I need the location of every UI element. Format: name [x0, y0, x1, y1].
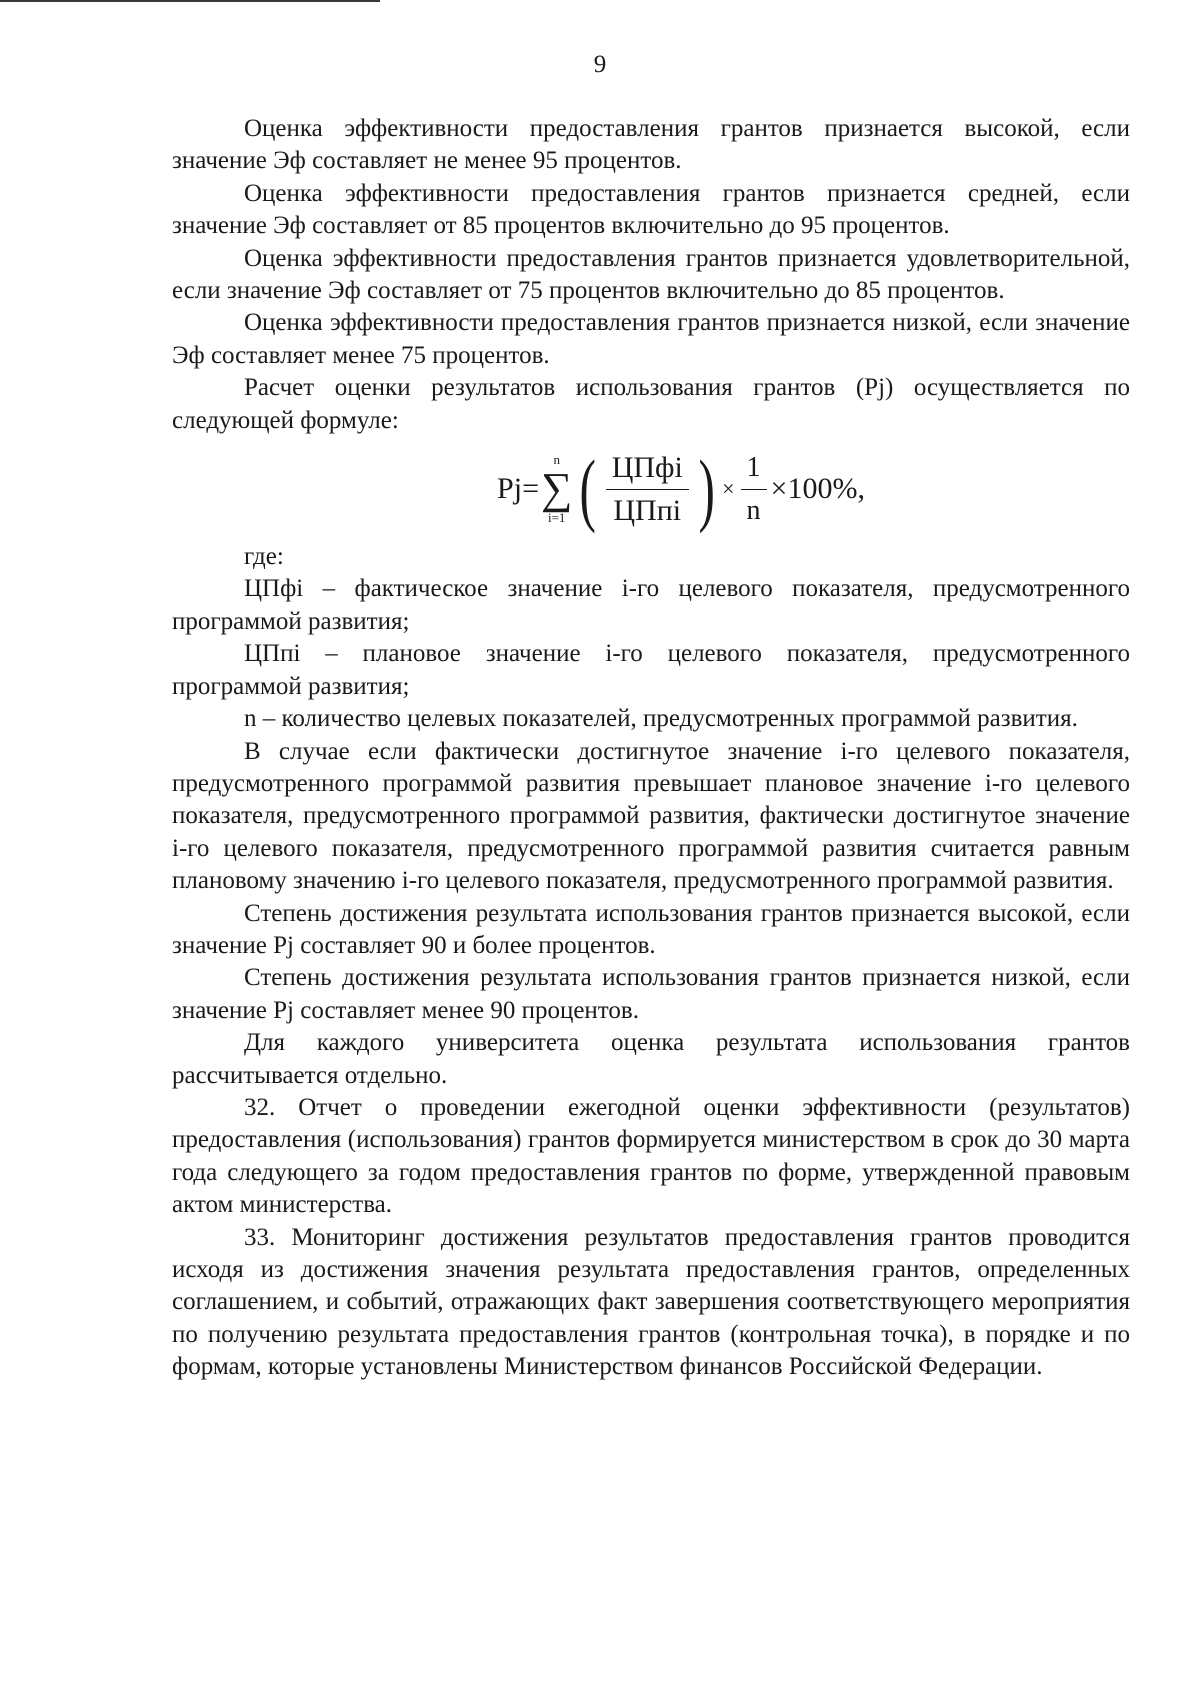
fraction-denominator: ЦПпi	[613, 493, 682, 527]
summation-sign	[541, 453, 572, 525]
page-number: 9	[593, 51, 607, 78]
paragraph-efficiency-medium: Оценка эффективности предоставления грантов признается средней, если значение Эф составляет от 85 процентов включительно до 95 процентов.	[172, 179, 1130, 240]
definition-cpf: ЦПфi – фактическое значение i-го целевого показателя, предусмотренного программой развития;	[172, 575, 1130, 635]
formula-tail: ×100%,	[770, 471, 865, 505]
paragraph-item-32: 32. Отчет о проведении ежегодной оценки эффективности (результатов) предоставления (использования) грантов формируется министерством в срок до 30 марта года следующего за годом предоставления грантов по форме, утвержденной правовым актом министерства.	[172, 1093, 1130, 1219]
paragraph-per-university: Для каждого университета оценка результата использования грантов рассчитывается отдельно.	[172, 1029, 1130, 1089]
open-parenthesis: (	[579, 443, 597, 535]
one-over-n-numerator: 1	[741, 451, 767, 490]
paragraph-efficiency-high: Оценка эффективности предоставления грантов признается высокой, если значение Эф составляет не менее 95 процентов.	[172, 115, 1130, 175]
sum-upper-limit: n	[553, 452, 560, 468]
definition-cpp: ЦПпi – плановое значение i-го целевого показателя, предусмотренного программой развития;	[172, 640, 1130, 700]
sigma-symbol: ∑	[541, 464, 573, 514]
sum-lower-limit: i=1	[547, 510, 566, 526]
pj-formula	[172, 437, 1130, 541]
one-over-n-denominator: n	[746, 494, 761, 526]
one-over-n-fraction	[741, 451, 767, 528]
paragraph-exceed-rule: В случае если фактически достигнутое значение i-го целевого показателя, предусмотренного программой развития превышает плановое значение i-го целевого показателя, предусмотренного программой развития, фактически достигнутое значение i-го целевого показателя, предусмотренного программой развития считается равным плановому значению i-го целевого показателя, предусмотренного программой развития.	[172, 737, 1130, 895]
definition-n: n – количество целевых показателей, предусмотренных программой развития.	[244, 705, 1078, 733]
document-body	[172, 113, 1130, 1384]
paragraph-item-33: 33. Мониторинг достижения результатов предоставления грантов проводится исходя из достижения значения результата предоставления грантов, определенных соглашением, и событий, отражающих факт завершения соответствующего мероприятия по получению результата предоставления грантов (контрольная точка), в порядке и по формам, которые установлены Министерством финансов Российской Федерации.	[172, 1223, 1130, 1381]
paragraph-result-high: Степень достижения результата использования грантов признается высокой, если значение Pj составляет 90 и более процентов.	[172, 899, 1130, 959]
paragraph-result-low: Степень достижения результата использования грантов признается низкой, если значение Pj составляет менее 90 процентов.	[172, 964, 1130, 1024]
top-edge-line	[0, 0, 380, 2]
paragraph-efficiency-satisfactory: Оценка эффективности предоставления грантов признается удовлетворительной, если значение Эф составляет от 75 процентов включительно до 85 процентов.	[172, 244, 1130, 305]
paragraph-efficiency-low: Оценка эффективности предоставления грантов признается низкой, если значение Эф составляет менее 75 процентов.	[172, 309, 1130, 369]
multiply-sign: ×	[722, 475, 735, 501]
formula-lhs: Pj=	[497, 471, 539, 505]
ratio-fraction	[606, 451, 689, 528]
close-parenthesis: )	[698, 443, 715, 535]
paragraph-formula-intro: Расчет оценки результатов использования грантов (Pj) осуществляется по следующей формуле:	[172, 374, 1130, 434]
fraction-numerator: ЦПфi	[606, 451, 689, 490]
where-label: где:	[244, 543, 284, 571]
